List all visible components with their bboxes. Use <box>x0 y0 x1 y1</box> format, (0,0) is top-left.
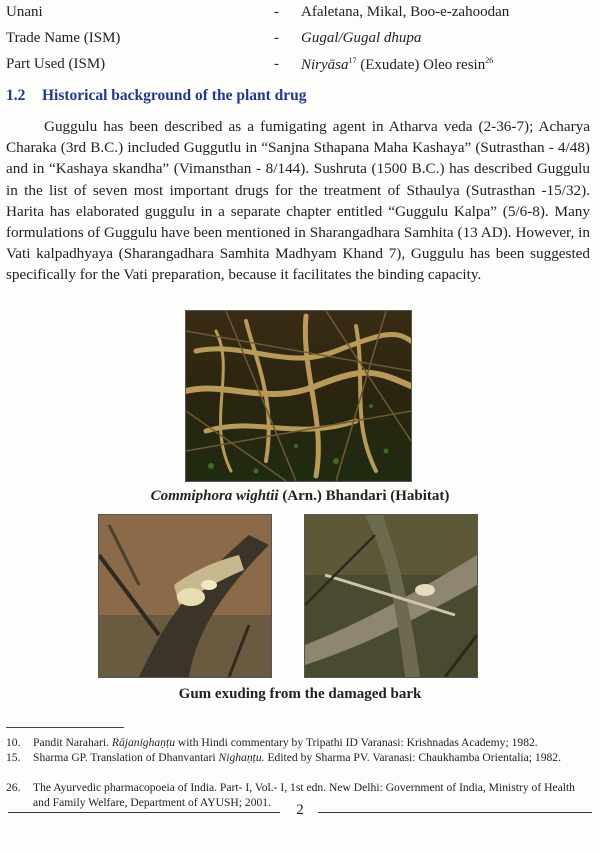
species-name: Commiphora wightii <box>150 488 279 504</box>
synonym-value: Gugal/Gugal dhupa <box>301 30 422 46</box>
footer-rule-left <box>8 812 280 813</box>
footnote-text <box>33 751 594 766</box>
footnote-10 <box>6 736 594 751</box>
footnote-number: 15. <box>6 751 21 764</box>
synonym-key: Unani <box>6 4 43 20</box>
footnote-text-post: Edited by Sharma PV. Varanasi: Chaukhamba Orientalia; 1982. <box>264 751 561 764</box>
synonym-dash: - <box>274 30 279 46</box>
footnote-number: 10. <box>6 736 21 749</box>
habitat-photo <box>185 310 412 482</box>
footnote-text <box>33 736 594 751</box>
synonym-value-italic: Niryāsa <box>301 57 349 73</box>
gum-photo-left <box>98 514 272 678</box>
footnote-text-italic: Rājanighaṇṭu <box>111 736 175 749</box>
synonym-row-unani <box>6 4 596 26</box>
footnote-text-pre: Pandit Narahari. <box>33 736 112 749</box>
section-heading <box>6 87 307 105</box>
synonym-dash: - <box>274 4 279 20</box>
footnote-text-italic: Nighaṇṭu. <box>218 751 265 764</box>
footnote-ref: 17 <box>348 56 357 65</box>
footnote-15 <box>6 751 594 766</box>
page-number: 2 <box>296 802 304 818</box>
synonym-key: Part Used (ISM) <box>6 56 106 72</box>
footnote-number: 26. <box>6 781 21 794</box>
synonym-dash: - <box>274 56 279 72</box>
habitat-caption <box>100 488 500 505</box>
synonym-value: Afaletana, Mikal, Boo-e-zahoodan <box>301 4 510 20</box>
gum-photo-right <box>304 514 478 678</box>
body-paragraph: Guggulu has been described as a fumigating agent in Atharva veda (2-36-7); Acharya Charaka (3rd B.C.) included Guggutlu in “Sanjna Sthapana Maha Kashaya” (Sutrasthan - 4/48) and in “Kashaya skandha” (Vimansthan - 8/144). Sushruta (1500 B.C.) has described Guggulu in the list of seven most important drugs for the treatment of Sthaulya (Sutrasthan -15/32). Harita has elaborated guggulu in a separate chapter entitled “Guggulu Kalpa” (5/6-8). Many formulations of Guggulu have been mentioned in Sharangadhara Samhita (13 AD). However, in Vati kalpadhyaya (Sharangadhara Samhita Madhyam Khand 7), Guggulu has been suggested specifically for the Vati preparation, because it facilitates the binding capacity. <box>6 118 590 284</box>
footnote-text-pre: The Ayurvedic pharmacopoeia of India. Part- I, Vol.- I, 1st edn. New Delhi: Government of India, Ministry of Health and Family Welfare, Department of AYUSH; 2001. <box>33 781 575 809</box>
footnote-text-post: with Hindi commentary by Tripathi ID Varanasi: Krishnadas Academy; 1982. <box>175 736 538 749</box>
footer-rule-right <box>318 812 592 813</box>
caption-rest: (Arn.) Bhandari (Habitat) <box>278 488 450 504</box>
synonym-row-trade-name <box>6 30 596 52</box>
gum-caption: Gum exuding from the damaged bark <box>178 686 422 702</box>
footnote-rule <box>6 727 124 728</box>
synonym-value <box>301 56 493 74</box>
synonym-key: Trade Name (ISM) <box>6 30 121 46</box>
synonym-row-part-used <box>6 56 596 78</box>
footnote-ref: 26 <box>485 56 494 65</box>
section-title: Historical background of the plant drug <box>42 87 307 104</box>
footnote-text-pre: Sharma GP. Translation of Dhanvantari <box>33 751 219 764</box>
section-number: 1.2 <box>6 87 26 104</box>
footnote-text <box>33 781 594 810</box>
synonym-value-rest: (Exudate) Oleo resin <box>356 57 486 73</box>
